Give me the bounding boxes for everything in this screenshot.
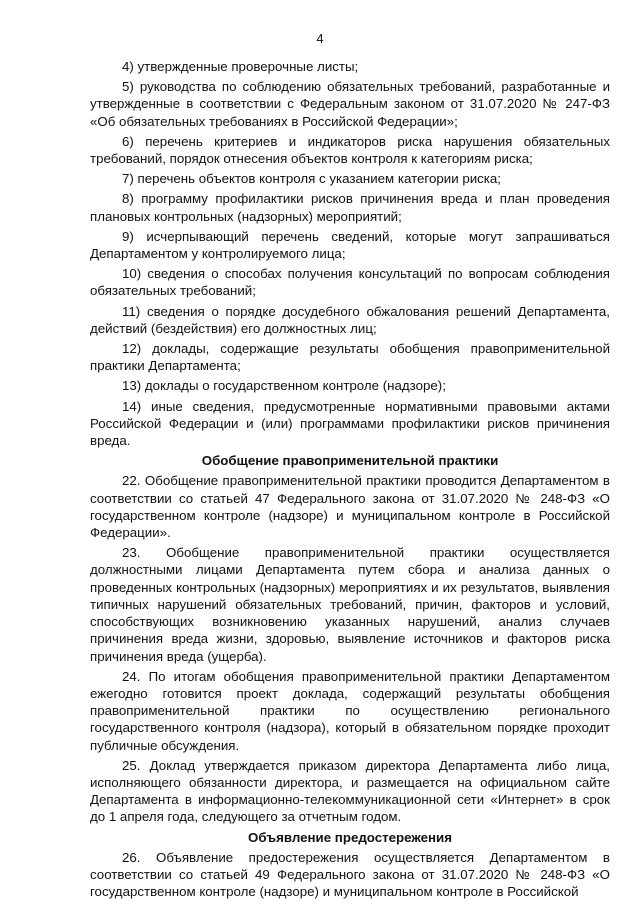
list-item-5: 5) руководства по соблюдению обязательных требований, разработанные и утвержденные в соответствии с Федеральным законом от 31.07.2020 № 247-ФЗ «Об обязательных требованиях в Российской Федерации»; xyxy=(90,79,610,129)
list-item-14: 14) иные сведения, предусмотренные нормативными правовыми актами Российской Федерации и (или) программами профилактики рисков причинения вреда. xyxy=(90,398,610,449)
list-item-10: 10) сведения о способах получения консультаций по вопросам соблюдения обязательных требований; xyxy=(90,266,610,299)
section-heading-generalization: Обобщение правоприменительной практики xyxy=(201,453,499,469)
list-item-11: 11) сведения о порядке досудебного обжалования решений Департамента, действий (бездействия) его должностных лиц; xyxy=(90,303,610,336)
clause-23: 23. Обобщение правоприменительной практики осуществляется должностными лицами Департамента путем сбора и анализа данных о проведенных контрольных (надзорных) мероприятиях и их результатов, выявления типичных нарушений обязательных требований, причин, факторов и условий, способствующих возникновению указанных нарушений, анализ случаев причинения вреда жизни, здоровью, выявление источников и факторов риска причинения вреда (ущерба). xyxy=(90,545,610,664)
list-item-12: 12) доклады, содержащие результаты обобщения правоприменительной практики Департамента; xyxy=(90,341,610,374)
section-heading-warning: Объявление предостережения xyxy=(248,829,452,845)
page-number: 4 xyxy=(316,31,324,46)
list-item-13: 13) доклады о государственном контроле (надзоре); xyxy=(122,378,446,394)
list-item-6: 6) перечень критериев и индикаторов риска нарушения обязательных требований, порядок отнесения объектов контроля к категориям риска; xyxy=(90,133,610,167)
clause-26: 26. Объявление предостережения осуществляется Департаментом в соответствии со статьей 49 Федерального закона от 31.07.2020 № 248-ФЗ «О государственном контроле (надзоре) и муниципальном контроле в Российской xyxy=(90,849,610,900)
list-item-9: 9) исчерпывающий перечень сведений, которые могут запрашиваться Департаментом у контролируемого лица; xyxy=(90,228,610,262)
clause-25: 25. Доклад утверждается приказом директора Департамента либо лица, исполняющего обязанности директора, и размещается на официальном сайте Департамента в информационно-телекоммуникационной сети «Интернет» в срок до 1 апреля года, следующего за отчетным годом. xyxy=(90,757,610,825)
document-body xyxy=(90,58,610,903)
list-item-7: 7) перечень объектов контроля с указанием категории риска; xyxy=(122,171,501,187)
clause-22: 22. Обобщение правоприменительной практики проводится Департаментом в соответствии со статьей 47 Федерального закона от 31.07.2020 № 248-ФЗ «О государственном контроле (надзоре) и муниципальном контроле в Российской Федерации». xyxy=(90,473,610,541)
list-item-8: 8) программу профилактики рисков причинения вреда и план проведения плановых контрольных (надзорных) мероприятий; xyxy=(90,191,610,224)
clause-24: 24. По итогам обобщения правоприменительной практики Департаментом ежегодно готовится проект доклада, содержащий результаты обобщения правоприменительной практики по осуществлению регионального государственного контроля (надзора), который в обязательном порядке проходит публичные обсуждения. xyxy=(90,668,610,753)
list-item-4: 4) утвержденные проверочные листы; xyxy=(122,59,359,74)
